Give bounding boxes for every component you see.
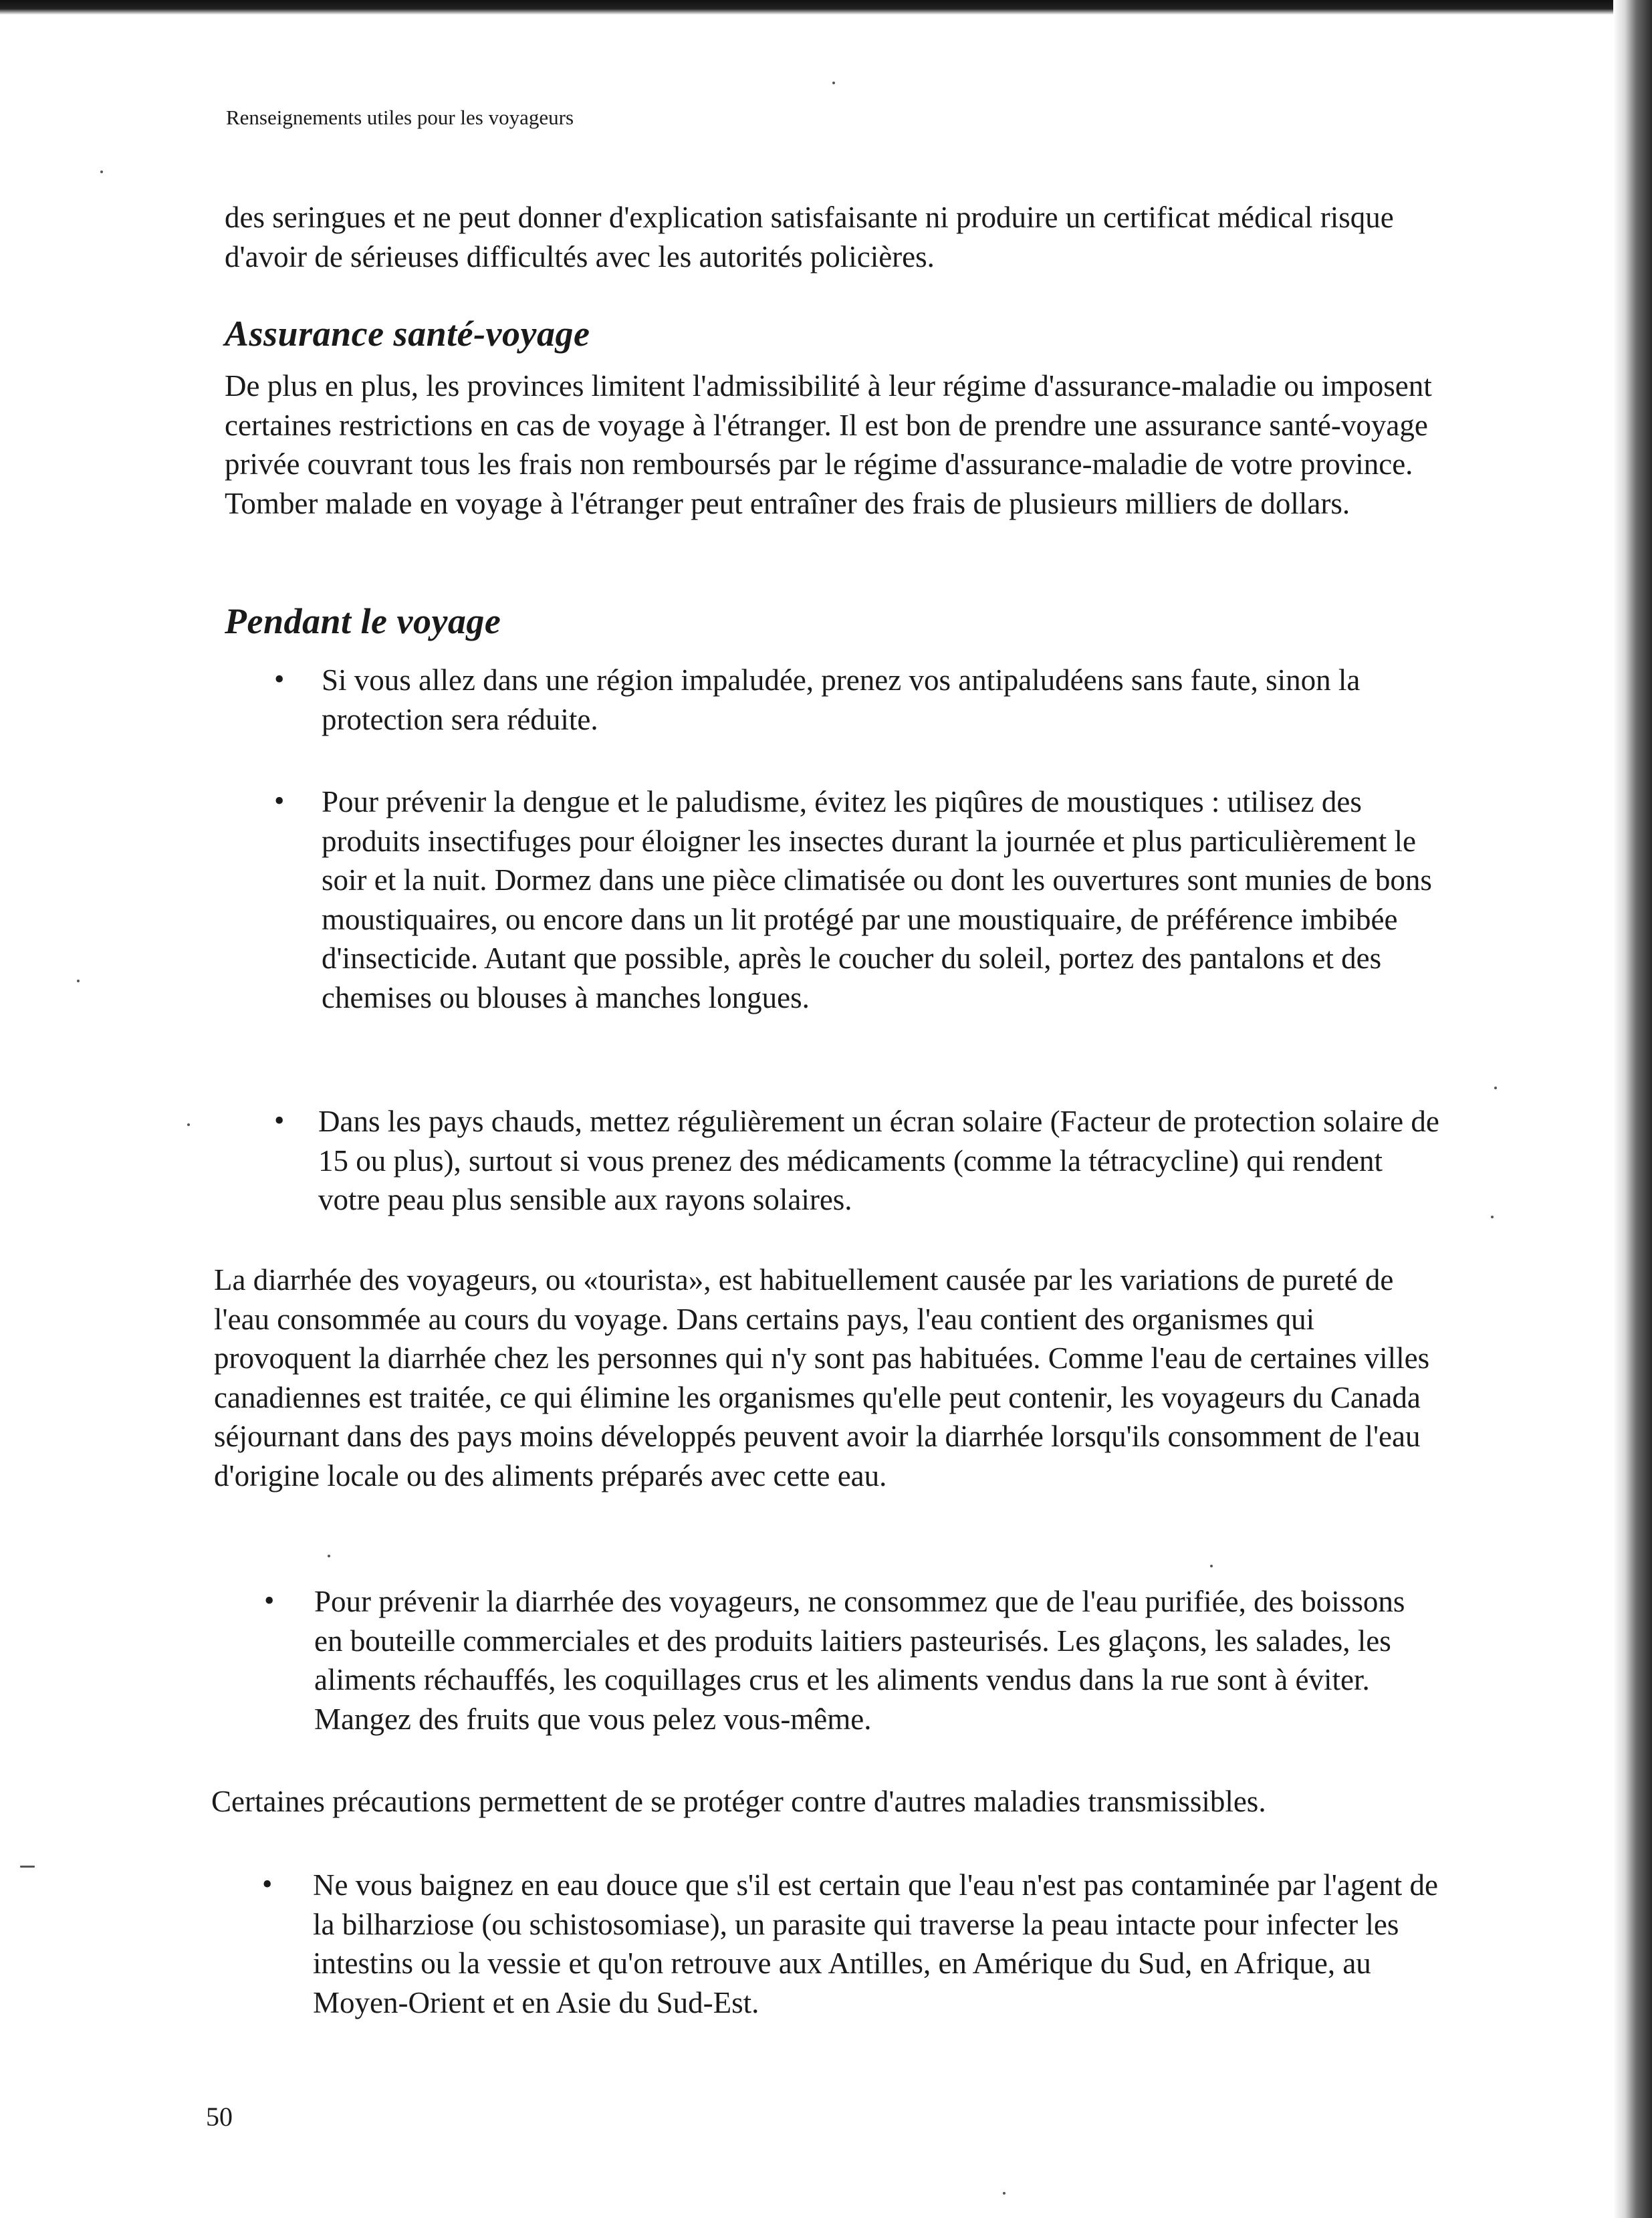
scan-binding-edge bbox=[1613, 0, 1652, 2218]
bullet-bilharzia-item: Ne vous baignez en eau douce que s'il est certain que l'eau n'est pas contaminée par l'agent de la bilharziose (ou schistosomiase), un parasite qui traverse la peau intacte pour infecter les intestins ou la vessie et qu'on retrouve aux Antilles, en Amérique du Sud, en Afrique, au Moyen-Orient et en Asie du Sud-Est. bbox=[313, 1868, 1439, 2019]
bullet-water-item: Pour prévenir la diarrhée des voyageurs, ne consommez que de l'eau purifiée, des boissons en bouteille commerciales et des produits laitiers pasteurisés. Les glaçons, les salades, les aliments réchauffés, les coquillages crus et les aliments vendus dans la rue sont à éviter. Mangez des fruits que vous pelez vous-même. bbox=[314, 1585, 1405, 1736]
bullet-marker: • bbox=[274, 784, 285, 817]
scan-speck bbox=[77, 980, 80, 982]
scan-speck bbox=[1491, 1216, 1494, 1218]
scan-speck bbox=[832, 82, 835, 84]
scan-speck bbox=[187, 1123, 190, 1126]
precautions-paragraph: Certaines précautions permettent de se protéger contre d'autres maladies transmissibles. bbox=[211, 1785, 1266, 1818]
bullet-malaria-item: Si vous allez dans une région impaludée, prenez vos antipaludéens sans faute, sinon la protection sera réduite. bbox=[322, 663, 1361, 736]
bullet-mosquito-item: Pour prévenir la dengue et le paludisme, évitez les piqûres de moustiques : utilisez des produits insectifuges pour éloigner les insectes durant la journée et plus particulièrement le soir et la nuit. Dormez dans une pièce climatisée ou dont les ouvertures sont munies de bons moustiquaires, ou encore dans un lit protégé par une moustiquaire, de préférence imbibée d'insecticide. Autant que possible, après le coucher du soleil, portez des pantalons et des chemises ou blouses à manches longues. bbox=[322, 785, 1432, 1014]
scan-speck bbox=[20, 1866, 35, 1868]
bullet-marker: • bbox=[262, 1868, 273, 1900]
page-number: 50 bbox=[206, 2102, 233, 2132]
insurance-paragraph: De plus en plus, les provinces limitent l'admissibilité à leur régime d'assurance-maladie ou imposent certaines restrictions en cas de voyage à l'étranger. Il est bon de prendre une assurance santé-voyage privée couvrant tous les frais non remboursés par le régime d'assurance-maladie de votre province. Tomber malade en voyage à l'étranger peut entraîner des frais de plusieurs milliers de dollars. bbox=[225, 369, 1432, 520]
bullet-sunscreen-item: Dans les pays chauds, mettez régulièrement un écran solaire (Facteur de protection solaire de 15 ou plus), surtout si vous prenez des médicaments (comme la tétracycline) qui rendent votre peau plus sensible aux rayons solaires. bbox=[318, 1105, 1439, 1216]
bullet-marker: • bbox=[264, 1584, 275, 1617]
scan-speck bbox=[1210, 1565, 1213, 1567]
scan-speck bbox=[100, 171, 103, 173]
diarrhea-paragraph: La diarrhée des voyageurs, ou «tourista», est habituellement causée par les variations de pureté de l'eau consommée au cours du voyage. Dans certains pays, l'eau contient des organismes qui provoquent la diarrhée chez les personnes qui n'y sont pas habituées. Comme l'eau de certaines villes canadiennes est traitée, ce qui élimine les organismes qu'elle peut contenir, les voyageurs du Canada séjournant dans des pays moins développés peuvent avoir la diarrhée lorsqu'ils consomment de l'eau d'origine locale ou des aliments préparés avec cette eau. bbox=[214, 1263, 1430, 1492]
scan-speck bbox=[1494, 1087, 1497, 1089]
scan-speck bbox=[1003, 2192, 1006, 2195]
bullet-marker: • bbox=[274, 663, 285, 695]
heading-pendant-le-voyage: Pendant le voyage bbox=[225, 601, 501, 641]
bullet-marker: • bbox=[274, 1104, 285, 1137]
running-header: Renseignements utiles pour les voyageurs bbox=[226, 106, 574, 129]
scan-speck bbox=[328, 1555, 330, 1557]
scan-top-shadow bbox=[0, 0, 1652, 15]
intro-paragraph: des seringues et ne peut donner d'explication satisfaisante ni produire un certificat médical risque d'avoir de sérieuses difficultés avec les autorités policières. bbox=[225, 201, 1394, 273]
heading-assurance-sante-voyage: Assurance santé-voyage bbox=[225, 314, 590, 354]
